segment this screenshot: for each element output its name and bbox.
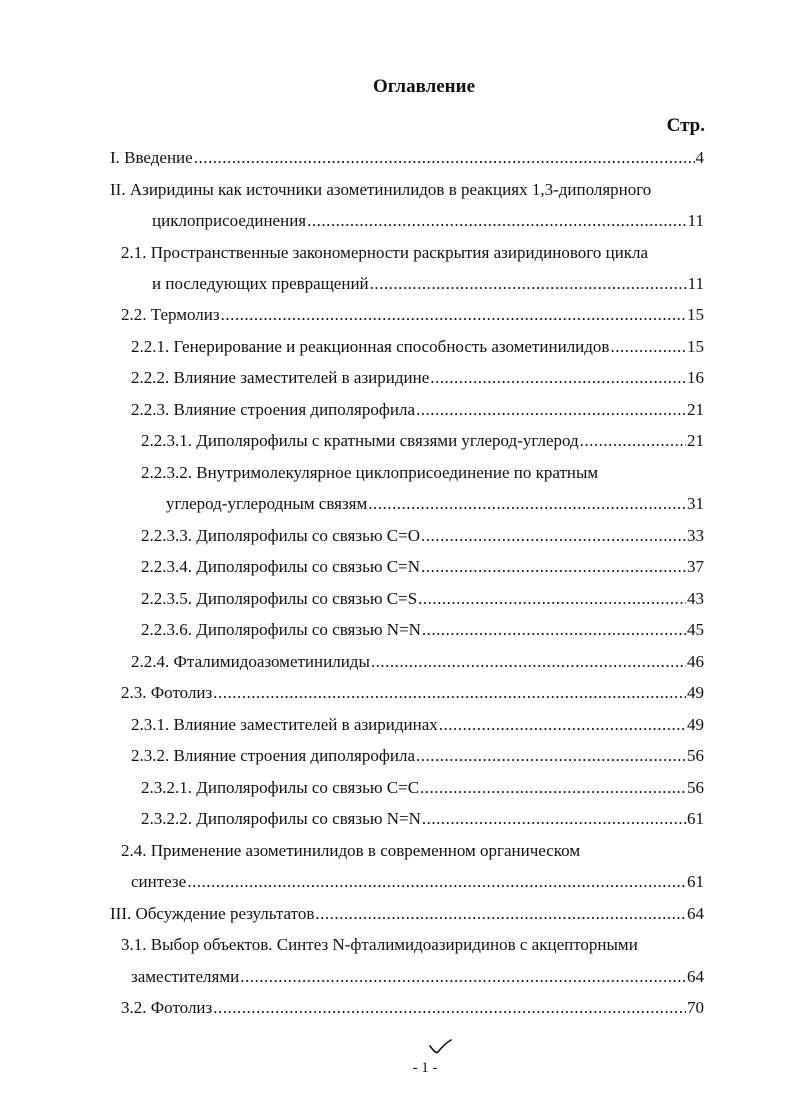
toc-entry-2-2[interactable]	[121, 305, 704, 327]
toc-entry-title: 2.3.2.2. Диполярофилы со связью N=N	[141, 809, 421, 828]
leader-dots	[580, 431, 686, 451]
toc-entry-title: 2.1. Пространственные закономерности раскрытия азиридинового цикла	[121, 243, 649, 262]
toc-entry-2-2-1[interactable]	[131, 337, 704, 359]
toc-entry-2-1-line1[interactable]	[121, 243, 648, 265]
toc-entry-2-2-3-5[interactable]	[141, 589, 704, 611]
toc-entry-title: 2.2. Термолиз	[121, 305, 220, 324]
toc-entry-title: углерод-углеродным связям	[166, 494, 368, 513]
toc-entry-3-2[interactable]	[121, 998, 704, 1020]
toc-entry-page: 16	[687, 368, 704, 387]
leader-dots	[213, 998, 686, 1018]
leader-dots	[370, 274, 687, 294]
toc-entry-title: 2.2.3.3. Диполярофилы со связью С=О	[141, 526, 420, 545]
leader-dots	[307, 211, 687, 231]
toc-entry-2-1-line2[interactable]	[152, 274, 704, 296]
leader-dots	[439, 715, 686, 735]
leader-dots	[418, 589, 686, 609]
toc-entry-page: 21	[687, 431, 704, 450]
toc-entry-page: 61	[687, 809, 704, 828]
leader-dots	[221, 305, 686, 325]
toc-entry-page: 15	[687, 305, 704, 324]
page-column-header: Стр.	[666, 115, 705, 136]
toc-entry-2-2-3-2-line1[interactable]	[141, 463, 598, 485]
toc-entry-page: 45	[687, 620, 704, 639]
leader-dots	[422, 620, 686, 640]
toc-entry-title: II. Азиридины как источники азометинилидов в реакциях 1,3-диполярного	[110, 180, 652, 199]
toc-entry-2-2-3-1[interactable]	[141, 431, 704, 453]
leader-dots	[610, 337, 686, 357]
toc-entry-2-3-1[interactable]	[131, 715, 704, 737]
leader-dots	[420, 778, 686, 798]
toc-entry-title: 3.1. Выбор объектов. Синтез N-фталимидоазиридинов с акцепторными	[121, 935, 638, 954]
leader-dots	[194, 148, 695, 168]
toc-entry-title: 2.2.1. Генерирование и реакционная способность азометинилидов	[131, 337, 610, 356]
toc-entry-title: 2.2.2. Влияние заместителей в азиридине	[131, 368, 430, 387]
toc-entry-2-2-3-2-line2[interactable]	[166, 494, 704, 516]
leader-dots	[187, 872, 686, 892]
page-number: - 1 -	[412, 1060, 438, 1076]
toc-entry-title: 2.2.3.4. Диполярофилы со связью C=N	[141, 557, 420, 576]
toc-entry-2-2-3-3[interactable]	[141, 526, 704, 548]
leader-dots	[368, 494, 686, 514]
toc-entry-page: 49	[687, 715, 704, 734]
toc-entry-title: 2.3. Фотолиз	[121, 683, 213, 702]
toc-entry-2-3-2-2[interactable]	[141, 809, 704, 831]
toc-entry-2-4-line1[interactable]	[121, 841, 580, 863]
toc-entry-page: 56	[687, 746, 704, 765]
leader-dots	[422, 809, 686, 829]
toc-entry-page: 56	[687, 778, 704, 797]
toc-entry-title: 2.2.4. Фталимидоазометинилиды	[131, 652, 370, 671]
toc-entry-title: циклоприсоединения	[152, 211, 307, 230]
toc-entry-page: 4	[695, 148, 704, 167]
leader-dots	[240, 967, 686, 987]
leader-dots	[371, 652, 686, 672]
toc-entry-title: I. Введение	[110, 148, 193, 167]
leader-dots	[416, 746, 686, 766]
toc-title: Оглавление	[372, 76, 476, 97]
handwritten-checkmark	[428, 1038, 452, 1058]
toc-entry-2-2-4[interactable]	[131, 652, 704, 674]
toc-entry-page: 11	[687, 211, 704, 230]
leader-dots	[315, 904, 686, 924]
toc-entry-2-3-2[interactable]	[131, 746, 704, 768]
toc-entry-page: 64	[687, 904, 704, 923]
toc-entry-3-1-line1[interactable]	[121, 935, 638, 957]
toc-entry-page: 15	[687, 337, 704, 356]
toc-entry-title: 2.3.1. Влияние заместителей в азиридинах	[131, 715, 438, 734]
leader-dots	[421, 526, 686, 546]
toc-entry-2-4-line2[interactable]	[131, 872, 704, 894]
toc-entry-2-2-2[interactable]	[131, 368, 704, 390]
toc-entry-page: 49	[687, 683, 704, 702]
toc-entry-page: 33	[687, 526, 704, 545]
toc-entry-title: 2.2.3. Влияние строения диполярофила	[131, 400, 415, 419]
toc-entry-title: 2.3.2.1. Диполярофилы со связью С=С	[141, 778, 420, 797]
toc-entry-section2-line1[interactable]	[110, 180, 651, 202]
toc-entry-2-2-3-4[interactable]	[141, 557, 704, 579]
toc-entry-title: заместителями	[131, 967, 240, 986]
toc-entry-title: синтезе	[131, 872, 187, 891]
toc-entry-page: 21	[687, 400, 704, 419]
toc-entry-intro[interactable]	[110, 148, 704, 170]
toc-entry-3-1-line2[interactable]	[131, 967, 704, 989]
toc-entry-page: 70	[687, 998, 704, 1017]
toc-entry-section3[interactable]	[110, 904, 704, 926]
leader-dots	[213, 683, 686, 703]
toc-entry-title: III. Обсуждение результатов	[110, 904, 315, 923]
leader-dots	[430, 368, 686, 388]
toc-entry-title: 2.4. Применение азометинилидов в современном органическом	[121, 841, 581, 860]
toc-entry-title: 3.2. Фотолиз	[121, 998, 213, 1017]
toc-entry-title: 2.2.3.6. Диполярофилы со связью N=N	[141, 620, 421, 639]
toc-entry-page: 43	[687, 589, 704, 608]
toc-entry-2-2-3-6[interactable]	[141, 620, 704, 642]
toc-entry-2-3[interactable]	[121, 683, 704, 705]
toc-entry-page: 61	[687, 872, 704, 891]
toc-entry-title: 2.3.2. Влияние строения диполярофила	[131, 746, 415, 765]
toc-entry-title: 2.2.3.2. Внутримолекулярное циклоприсоединение по кратным	[141, 463, 599, 482]
toc-entry-section2-line2[interactable]	[152, 211, 704, 233]
leader-dots	[421, 557, 686, 577]
toc-entry-title: 2.2.3.5. Диполярофилы со связью C=S	[141, 589, 418, 608]
leader-dots	[416, 400, 686, 420]
toc-entry-page: 11	[687, 274, 704, 293]
toc-entry-page: 64	[687, 967, 704, 986]
toc-entry-page: 46	[687, 652, 704, 671]
toc-entry-2-3-2-1[interactable]	[141, 778, 704, 800]
toc-entry-title: и последующих превращений	[152, 274, 369, 293]
toc-entry-title: 2.2.3.1. Диполярофилы с кратными связями углерод-углерод	[141, 431, 579, 450]
toc-entry-2-2-3[interactable]	[131, 400, 704, 422]
toc-entry-page: 37	[687, 557, 704, 576]
toc-entry-page: 31	[687, 494, 704, 513]
